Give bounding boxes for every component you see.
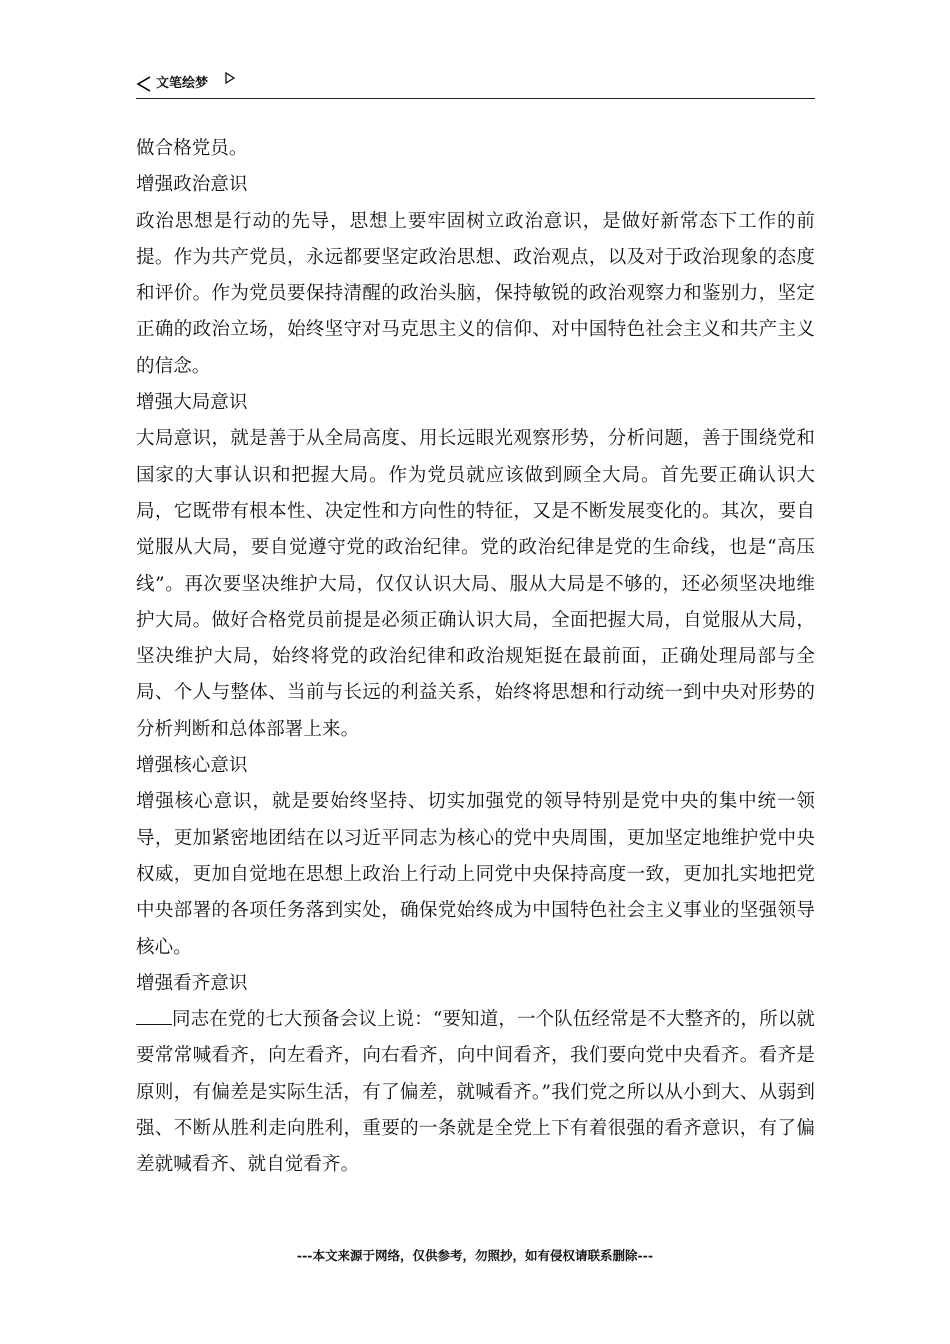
header-brand: 文笔绘梦: [156, 76, 209, 91]
section-heading: 增强政治意识: [136, 174, 248, 196]
body-paragraph: 增强核心意识，就是要始终坚持、切实加强党的领导特别是党中央的集中统一领导，更加紧密地团结在以习近平同志为核心的党中央周围，更加坚定地维护党中央权威，更加自觉地在思想上政治上行动上同党中央保持高度一致，更加扎实地把党中央部署的各项任务落到实处，确保党始终成为中国特色社会主义事业的坚强领导核心。: [136, 791, 815, 958]
footer-disclaimer: ---本文来源于网络，仅供参考，勿照抄，如有侵权请联系删除---: [296, 1248, 654, 1263]
section-heading: 增强看齐意识: [136, 972, 248, 994]
section-heading: 增强核心意识: [136, 755, 248, 777]
body-paragraph: 政治思想是行动的先导，思想上要牢固树立政治意识，是做好新常态下工作的前提。作为共产党员，永远都要坚定政治思想、政治观点，以及对于政治现象的态度和评价。作为党员要保持清醒的政治头脑，保持敏锐的政治观察力和鉴别力，坚定正确的政治立场，始终坚守对马克思主义的信仰、对中国特色社会主义和共产主义的信念。: [136, 210, 815, 377]
body-paragraph: 大局意识，就是善于从全局高度、用长远眼光观察形势，分析问题，善于围绕党和国家的大事认识和把握大局。作为党员就应该做到顾全大局。首先要正确认识大局，它既带有根本性、决定性和方向性的特征，又是不断发展变化的。其次，要自觉服从大局，要自觉遵守党的政治纪律。党的政治纪律是党的生命线，也是“高压线”。再次要坚决维护大局，仅仅认识大局、服从大局是不够的，还必须坚决地维护大局。做好合格党员前提是必须正确认识大局，全面把握大局，自觉服从大局，坚决维护大局，始终将党的政治纪律和政治规矩挺在最前面，正确处理局部与全局、个人与整体、当前与长远的利益关系，始终将思想和行动统一到中央对形势的分析判断和总体部署上来。: [136, 428, 815, 740]
left-triangle-icon: [136, 76, 152, 92]
body-paragraph: 做合格党员。: [136, 138, 248, 159]
body-paragraph-text: 同志在党的七大预备会议上说：“要知道，一个队伍经常是不大整齐的，所以就要常常喊看齐，向左看齐，向右看齐，向中间看齐，我们要向党中央看齐。看齐是原则，有偏差是实际生活，有了偏差，就喊看齐。”我们党之所以从小到大、从弱到强、不断从胜利走向胜利，重要的一条就是全党上下有着很强的看齐意识，有了偏差就喊看齐、就自觉看齐。: [136, 1009, 815, 1176]
section-heading: 增强大局意识: [136, 392, 248, 414]
fill-in-blank: [136, 1004, 172, 1025]
document-body: [136, 131, 815, 1184]
right-triangle-icon: [224, 72, 236, 84]
body-paragraph: [136, 1002, 815, 1183]
page-header: [136, 72, 815, 99]
